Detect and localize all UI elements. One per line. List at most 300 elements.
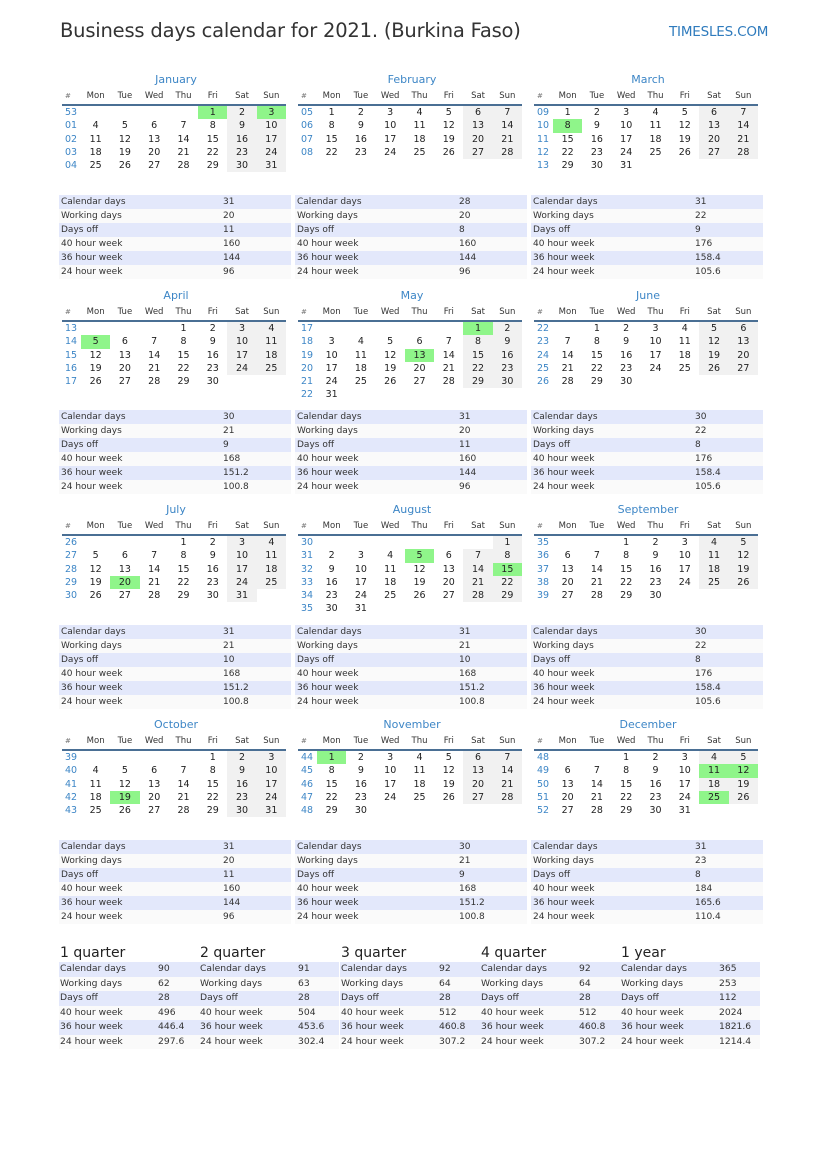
day-cell: 27 [442, 590, 455, 602]
day-cell: 26 [89, 376, 102, 388]
weekend-day-cell: 20 [463, 133, 492, 146]
stat-label: Working days [531, 209, 693, 223]
empty-day-cell [169, 750, 198, 764]
day-cell: 29 [177, 590, 190, 602]
summary-label: 36 hour week [199, 1020, 297, 1035]
weekend-day-cell: 21 [729, 133, 758, 146]
stat-label: 40 hour week [531, 882, 693, 896]
day-cell: 9 [652, 765, 659, 777]
weekend-day-cell: 8 [463, 335, 492, 348]
stat-value: 30 [693, 625, 763, 639]
stat-label: Working days [531, 424, 693, 438]
weekend-day-cell: 28 [463, 589, 492, 602]
summary-row [480, 991, 620, 1006]
stat-value: 158.4 [693, 681, 763, 695]
weekday-header: Tue [346, 518, 375, 535]
day-cell: 29 [620, 805, 633, 817]
empty-day-cell [227, 375, 256, 388]
stat-value: 22 [693, 424, 763, 438]
month-name: October [153, 718, 199, 731]
summary-row [199, 962, 339, 977]
summary-row [199, 977, 339, 992]
summary-label: Calendar days [340, 962, 438, 977]
stat-value: 105.6 [693, 480, 763, 494]
day-cell: 26 [89, 590, 102, 602]
week-row [62, 159, 286, 172]
empty-day-cell [493, 804, 522, 817]
day-cell: 17 [649, 349, 662, 361]
day-cell: 1 [328, 107, 335, 118]
stat-value: 96 [457, 265, 527, 279]
summary-row [340, 1035, 480, 1050]
day-cell: 31 [354, 603, 367, 615]
stat-label: Days off [59, 868, 221, 882]
weekday-header: Tue [110, 518, 139, 535]
month-stats-april [59, 410, 291, 494]
summary-label: Days off [480, 991, 578, 1006]
summary-label: Working days [340, 977, 438, 992]
summary-value: 112 [718, 991, 760, 1006]
stat-value: 168 [457, 882, 527, 896]
stat-value: 168 [457, 667, 527, 681]
empty-day-cell [670, 375, 699, 388]
weekend-day-cell: 10 [257, 764, 286, 777]
stat-label: Working days [59, 639, 221, 653]
week-number-header: # [62, 733, 81, 750]
week-number: 22 [537, 323, 550, 334]
empty-day-cell [463, 535, 492, 549]
summary-value: 2024 [718, 1006, 760, 1021]
summary-value: 460.8 [578, 1020, 620, 1035]
day-cell: 27 [561, 590, 574, 602]
week-number: 37 [537, 563, 550, 575]
summary-row [340, 991, 480, 1006]
week-number: 44 [301, 752, 314, 763]
stat-value: 31 [221, 195, 291, 209]
summary-table [340, 962, 480, 1049]
weekend-day-cell: 17 [227, 563, 256, 576]
day-cell: 15 [177, 563, 190, 575]
week-number: 08 [301, 146, 314, 158]
day-cell: 11 [384, 563, 397, 575]
stat-label: 24 hour week [531, 695, 693, 709]
week-number: 13 [65, 323, 78, 334]
stat-label: Calendar days [531, 840, 693, 854]
day-cell: 11 [413, 765, 426, 777]
stat-row [295, 265, 527, 279]
day-cell: 3 [357, 550, 364, 562]
summary-label: 24 hour week [620, 1035, 718, 1050]
weekday-header: Sat [227, 733, 256, 750]
empty-day-cell [81, 105, 110, 119]
weekend-day-cell: 12 [729, 549, 758, 562]
stat-label: 24 hour week [295, 695, 457, 709]
weekend-day-cell: 18 [699, 563, 728, 576]
weekday-header: Wed [376, 733, 405, 750]
stat-row [295, 480, 527, 494]
week-number: 29 [65, 576, 78, 588]
stat-value: 10 [457, 653, 527, 667]
stat-row [531, 910, 763, 924]
summary-value: 28 [297, 991, 339, 1006]
stat-row [59, 466, 291, 480]
month-table [534, 304, 758, 388]
summary-label: 36 hour week [620, 1020, 718, 1035]
day-cell: 22 [620, 791, 633, 803]
stat-label: Working days [531, 639, 693, 653]
empty-day-cell [582, 750, 611, 764]
week-number: 27 [65, 550, 78, 562]
week-row [298, 349, 522, 362]
month-stats-may [295, 410, 527, 494]
day-cell: 2 [209, 323, 216, 334]
week-number: 07 [301, 133, 314, 145]
summary-label: Calendar days [199, 962, 297, 977]
weekday-header: Thu [641, 88, 670, 105]
weekend-day-cell: 30 [493, 375, 522, 388]
week-number: 26 [537, 376, 550, 388]
empty-day-cell [257, 375, 286, 388]
day-cell: 4 [92, 765, 99, 777]
weekend-day-cell: 19 [729, 563, 758, 576]
stat-value: 20 [457, 209, 527, 223]
week-number: 50 [537, 778, 550, 790]
stat-row [59, 223, 291, 237]
weekend-day-cell: 8 [493, 549, 522, 562]
summary-row [620, 977, 760, 992]
day-cell: 20 [148, 146, 161, 158]
week-number: 15 [65, 349, 78, 361]
weekend-day-cell: 10 [257, 119, 286, 132]
stat-label: Calendar days [295, 625, 457, 639]
weekend-day-cell: 3 [257, 750, 286, 764]
brand-link[interactable]: TIMESLES.COM [669, 24, 769, 40]
week-row [62, 576, 286, 589]
empty-day-cell [81, 321, 110, 335]
weekend-day-cell: 21 [493, 133, 522, 146]
summary-label: 24 hour week [480, 1035, 578, 1050]
stat-label: 24 hour week [295, 265, 457, 279]
month-calendar-october [62, 717, 286, 817]
day-cell: 31 [678, 805, 691, 817]
weekend-day-cell: 6 [463, 105, 492, 119]
weekend-day-cell: 13 [699, 119, 728, 132]
weekday-header: Wed [612, 518, 641, 535]
day-cell: 30 [620, 376, 633, 388]
summary-label: 40 hour week [59, 1006, 157, 1021]
weekend-day-cell: 10 [227, 335, 256, 348]
summary-block [620, 945, 760, 1049]
week-number: 39 [537, 590, 550, 602]
summary-value: 64 [578, 977, 620, 992]
empty-day-cell [110, 321, 139, 335]
summary-value: 307.2 [438, 1035, 480, 1050]
stat-row [59, 480, 291, 494]
weekday-header: Fri [198, 304, 227, 321]
stat-label: Working days [59, 424, 221, 438]
stat-value: 28 [457, 195, 527, 209]
day-cell: 19 [442, 778, 455, 790]
stat-value: 176 [693, 667, 763, 681]
weekend-day-cell: 2 [227, 105, 256, 119]
day-cell: 6 [121, 336, 128, 348]
empty-day-cell [405, 535, 434, 549]
stat-label: 36 hour week [531, 466, 693, 480]
weekend-day-cell: 9 [227, 764, 256, 777]
stat-value: 20 [221, 209, 291, 223]
day-cell: 26 [118, 805, 131, 817]
weekend-day-cell: 28 [729, 146, 758, 159]
month-stats-march [531, 195, 763, 279]
weekday-header: Sat [699, 304, 728, 321]
summary-value: 365 [718, 962, 760, 977]
stat-label: 24 hour week [295, 480, 457, 494]
stat-value: 20 [221, 854, 291, 868]
day-cell: 20 [118, 362, 131, 374]
stat-row [59, 251, 291, 265]
stat-value: 9 [457, 868, 527, 882]
week-number-header: # [298, 88, 317, 105]
weekday-header: Thu [405, 518, 434, 535]
stat-label: Working days [295, 639, 457, 653]
weekend-day-cell: 6 [699, 105, 728, 119]
day-cell: 3 [681, 752, 688, 763]
summary-label: 40 hour week [340, 1006, 438, 1021]
holiday-day-cell: 8 [553, 119, 582, 132]
weekday-header: Wed [140, 518, 169, 535]
stat-value: 31 [221, 840, 291, 854]
summary-label: Days off [199, 991, 297, 1006]
weekend-day-cell: 11 [257, 335, 286, 348]
day-cell: 7 [180, 765, 187, 777]
stat-value: 31 [457, 625, 527, 639]
day-cell: 13 [442, 563, 455, 575]
weekday-header: Tue [582, 88, 611, 105]
summary-value: 1214.4 [718, 1035, 760, 1050]
summary-block [199, 945, 339, 1049]
stat-row [295, 452, 527, 466]
holiday-day-cell: 20 [110, 576, 139, 589]
week-number: 12 [537, 146, 550, 158]
day-cell: 19 [118, 146, 131, 158]
weekend-day-cell: 1 [493, 535, 522, 549]
day-cell: 17 [384, 133, 397, 145]
empty-day-cell [699, 804, 728, 817]
day-cell: 21 [148, 576, 161, 588]
week-row [534, 750, 758, 764]
stat-label: Calendar days [295, 840, 457, 854]
stat-label: Days off [295, 653, 457, 667]
weekend-day-cell: 12 [699, 335, 728, 348]
stat-value: 8 [693, 653, 763, 667]
stat-row [531, 625, 763, 639]
day-cell: 17 [678, 563, 691, 575]
day-cell: 2 [357, 107, 364, 118]
day-cell: 24 [384, 146, 397, 158]
day-cell: 11 [89, 133, 102, 145]
weekend-day-cell: 4 [699, 750, 728, 764]
day-cell: 17 [354, 576, 367, 588]
weekend-day-cell: 11 [257, 549, 286, 562]
stat-value: 23 [693, 854, 763, 868]
weekend-day-cell: 3 [227, 535, 256, 549]
week-row [298, 764, 522, 777]
weekday-header: Fri [198, 733, 227, 750]
day-cell: 11 [89, 778, 102, 790]
weekend-day-cell: 24 [257, 791, 286, 804]
day-cell: 1 [593, 323, 600, 334]
weekday-header: Wed [612, 304, 641, 321]
empty-day-cell [434, 804, 463, 817]
week-row [298, 105, 522, 119]
weekday-header: Sun [729, 518, 758, 535]
week-row [298, 375, 522, 388]
stat-row [59, 195, 291, 209]
day-cell: 8 [623, 765, 630, 777]
stat-value: 31 [457, 410, 527, 424]
day-cell: 5 [681, 107, 688, 118]
day-cell: 15 [620, 563, 633, 575]
weekday-header: Thu [169, 733, 198, 750]
day-cell: 5 [445, 752, 452, 763]
stat-row [295, 840, 527, 854]
stat-value: 11 [221, 868, 291, 882]
week-number: 33 [301, 576, 314, 588]
day-cell: 12 [678, 120, 691, 132]
week-row [534, 375, 758, 388]
empty-day-cell [110, 105, 139, 119]
month-table [62, 304, 286, 388]
day-cell: 29 [177, 376, 190, 388]
stat-value: 10 [221, 653, 291, 667]
week-row [534, 549, 758, 562]
weekday-header: Tue [110, 304, 139, 321]
weekend-day-cell: 10 [227, 549, 256, 562]
stat-value: 30 [221, 410, 291, 424]
day-cell: 4 [357, 336, 364, 348]
stat-value: 184 [693, 882, 763, 896]
weekday-header: Wed [612, 88, 641, 105]
empty-day-cell [110, 535, 139, 549]
day-cell: 12 [89, 563, 102, 575]
day-cell: 18 [678, 349, 691, 361]
week-number-header: # [534, 518, 553, 535]
weekend-day-cell: 13 [463, 764, 492, 777]
weekday-header: Wed [376, 88, 405, 105]
weekday-header: Thu [405, 88, 434, 105]
week-row [298, 335, 522, 348]
weekend-day-cell: 25 [257, 362, 286, 375]
stat-value: 151.2 [457, 681, 527, 695]
stat-row [531, 695, 763, 709]
month-stats-january [59, 195, 291, 279]
month-table [62, 518, 286, 602]
week-number: 46 [301, 778, 314, 790]
month-name: January [155, 73, 197, 86]
day-cell: 21 [590, 576, 603, 588]
empty-day-cell [463, 388, 492, 401]
weekend-day-cell: 21 [493, 778, 522, 791]
week-number: 26 [65, 537, 78, 548]
stat-value: 9 [221, 438, 291, 452]
stat-value: 8 [457, 223, 527, 237]
day-cell: 26 [442, 146, 455, 158]
stat-label: Working days [59, 854, 221, 868]
day-cell: 10 [678, 765, 691, 777]
month-stats-july [59, 625, 291, 709]
day-cell: 4 [416, 107, 423, 118]
summary-title: 3 quarter [341, 945, 407, 961]
month-name: April [163, 289, 189, 302]
weekday-header: Sun [257, 88, 286, 105]
summary-row [620, 991, 760, 1006]
day-cell: 22 [177, 576, 190, 588]
weekday-header: Fri [198, 518, 227, 535]
day-cell: 30 [590, 160, 603, 172]
summary-value: 504 [297, 1006, 339, 1021]
stat-label: 36 hour week [531, 251, 693, 265]
month-stats-august [295, 625, 527, 709]
weekend-day-cell: 7 [463, 549, 492, 562]
stat-row [531, 452, 763, 466]
stat-label: 36 hour week [295, 896, 457, 910]
day-cell: 27 [118, 376, 131, 388]
week-number: 51 [537, 791, 550, 803]
weekend-day-cell: 5 [729, 535, 758, 549]
week-row [62, 321, 286, 335]
month-calendar-september [534, 502, 758, 602]
summary-label: 40 hour week [199, 1006, 297, 1021]
stat-row [59, 452, 291, 466]
day-cell: 21 [561, 362, 574, 374]
stat-value: 31 [693, 840, 763, 854]
week-number: 35 [537, 537, 550, 548]
day-cell: 4 [681, 323, 688, 334]
day-cell: 25 [678, 362, 691, 374]
weekday-header: Mon [81, 733, 110, 750]
week-number: 31 [301, 550, 314, 562]
week-row [298, 388, 522, 401]
day-cell: 10 [384, 120, 397, 132]
summary-label: 24 hour week [59, 1035, 157, 1050]
day-cell: 20 [442, 576, 455, 588]
day-cell: 8 [180, 550, 187, 562]
summary-row [620, 1006, 760, 1021]
week-row [298, 362, 522, 375]
day-cell: 18 [413, 778, 426, 790]
week-row [534, 563, 758, 576]
week-row [298, 535, 522, 549]
day-cell: 25 [89, 160, 102, 172]
summary-label: Days off [620, 991, 718, 1006]
day-cell: 1 [564, 107, 571, 118]
week-number: 30 [65, 590, 78, 602]
week-row [62, 146, 286, 159]
day-cell: 17 [620, 133, 633, 145]
day-cell: 16 [649, 563, 662, 575]
week-row [62, 535, 286, 549]
summary-label: 36 hour week [340, 1020, 438, 1035]
weekday-header: Sat [463, 304, 492, 321]
month-table [298, 733, 522, 817]
week-number: 03 [65, 146, 78, 158]
summary-row [480, 977, 620, 992]
empty-day-cell [81, 750, 110, 764]
holiday-day-cell: 1 [317, 750, 346, 764]
weekend-day-cell: 23 [227, 146, 256, 159]
summary-label: 24 hour week [199, 1035, 297, 1050]
day-cell: 26 [413, 590, 426, 602]
